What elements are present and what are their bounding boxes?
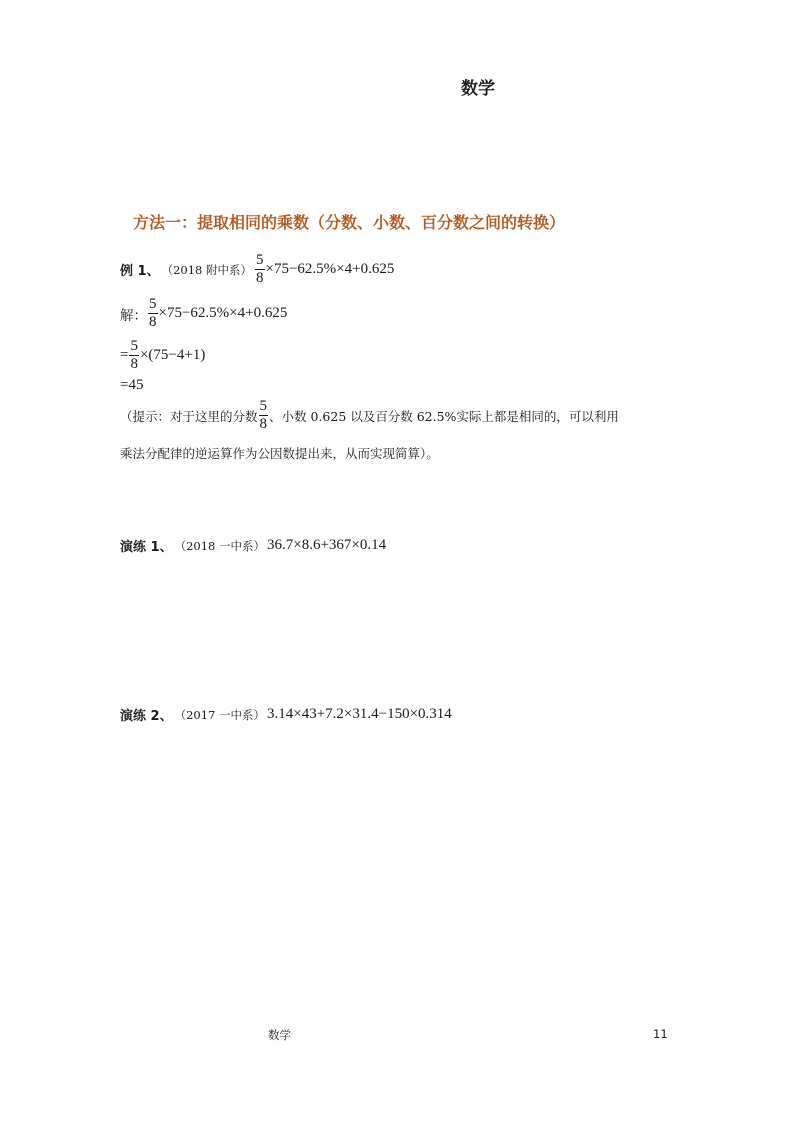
fraction — [148, 296, 158, 331]
practice-label: 演练 2、 — [120, 709, 173, 724]
section-title: 方法一：提取相同的乘数（分数、小数、百分数之间的转换） — [133, 213, 566, 232]
solution-label: 解： — [120, 307, 147, 324]
fraction-numerator: 5 — [149, 296, 157, 312]
expression: ×75−62.5%×4+0.625 — [265, 261, 395, 277]
expression: 3.14×43+7.2×31.4−150×0.314 — [267, 706, 452, 722]
practice-source: （2018 一中系） — [174, 538, 265, 553]
fraction-denominator: 8 — [149, 314, 157, 330]
footer-subject: 数学 — [268, 1028, 291, 1042]
solution-line-1 — [120, 296, 287, 331]
solution-line-3 — [120, 377, 143, 394]
fraction — [259, 398, 269, 433]
fraction-numerator: 5 — [130, 338, 138, 354]
fraction — [255, 252, 265, 287]
fraction-denominator: 8 — [256, 270, 264, 286]
expression: ×75−62.5%×4+0.625 — [158, 305, 288, 321]
hint-line-1 — [120, 398, 619, 433]
fraction-denominator: 8 — [130, 356, 138, 372]
expression: ×(75−4+1) — [139, 347, 206, 363]
hint-line-2: 乘法分配律的逆运算作为公因数提出来，从而实现简算）。 — [120, 446, 439, 461]
practice-source: （2017 一中系） — [174, 707, 265, 722]
hint-text: 、小数 0.625 以及百分数 62.5%实际上都是相同的，可以利用 — [269, 408, 619, 424]
example-1 — [120, 252, 394, 287]
expression: 36.7×8.6+367×0.14 — [267, 537, 387, 553]
example-source: （2018 附中系） — [161, 262, 252, 277]
page-number: 11 — [653, 1027, 668, 1041]
example-label: 例 1、 — [120, 264, 160, 279]
fraction-denominator: 8 — [259, 416, 268, 432]
hint-text: （提示：对于这里的分数 — [120, 408, 258, 424]
solution-line-2 — [120, 338, 205, 373]
expression: =45 — [120, 377, 144, 393]
practice-1 — [120, 536, 386, 555]
fraction-numerator: 5 — [256, 252, 264, 268]
practice-label: 演练 1、 — [120, 540, 173, 555]
fraction — [129, 338, 139, 373]
fraction-numerator: 5 — [259, 398, 268, 414]
practice-2 — [120, 705, 452, 724]
equals-sign: = — [120, 347, 129, 363]
page-header-title: 数学 — [461, 79, 495, 99]
